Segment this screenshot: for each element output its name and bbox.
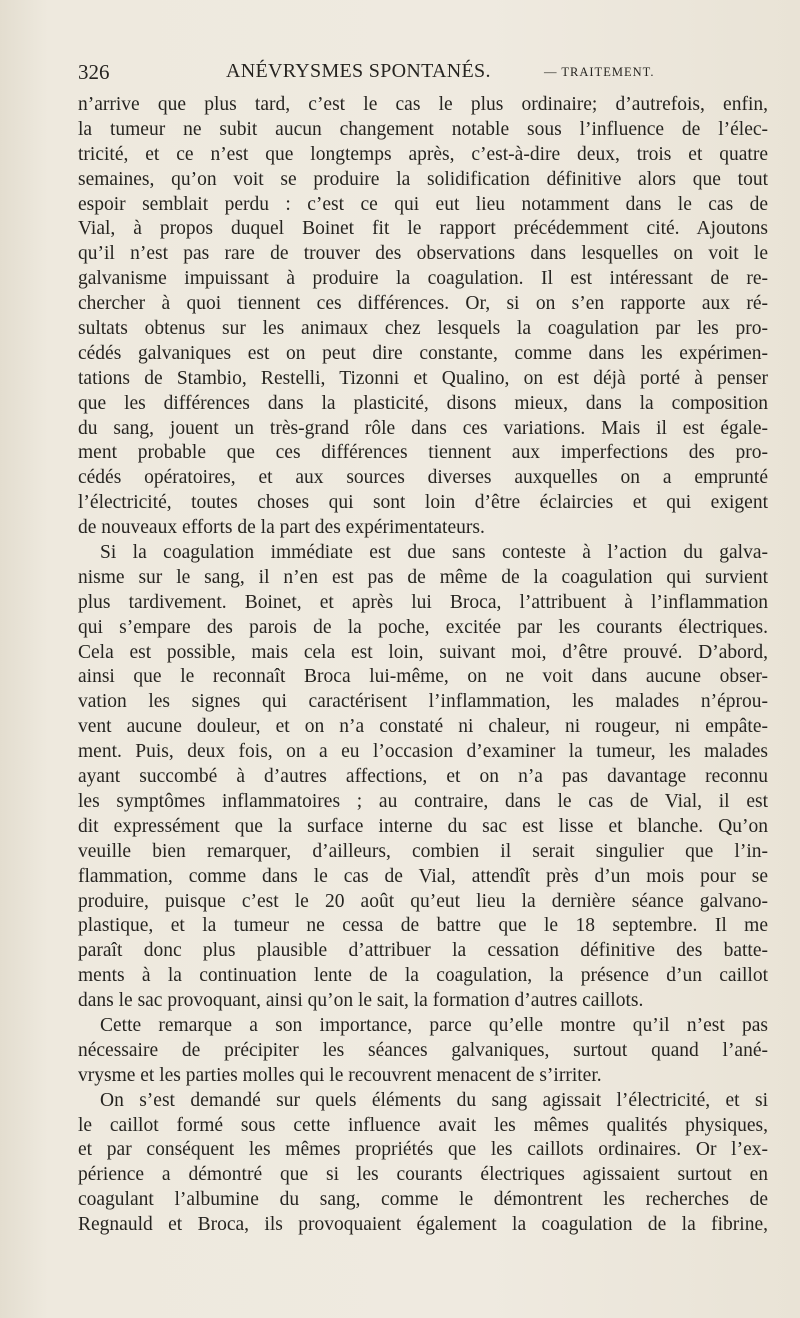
text-line: dit expressément que la surface interne du sac est lisse et blanche. Qu’on xyxy=(78,815,768,837)
text-line: nisme sur le sang, il n’en est pas de même de la coagulation qui survient xyxy=(78,566,768,588)
page-number: 326 xyxy=(78,60,110,84)
text-line: paraît donc plus plausible d’attribuer la cessation définitive des batte- xyxy=(78,940,768,962)
running-title: ANÉVRYSMES SPONTANÉS. xyxy=(226,60,491,82)
text-line: l’électricité, toutes choses qui sont loin d’être éclaircies et qui exigent xyxy=(78,492,768,514)
text-line: veuille bien remarquer, d’ailleurs, combien il serait singulier que l’in- xyxy=(78,840,768,862)
text-line: vent aucune douleur, et on n’a constaté ni chaleur, ni rougeur, ni empâte- xyxy=(78,716,768,738)
text-line: vrysme et les parties molles qui le recouvrent menacent de s’irriter. xyxy=(78,1064,602,1086)
text-line: coagulant l’albumine du sang, comme le démontrent les recherches de xyxy=(78,1189,768,1211)
text-line: chercher à quoi tiennent ces différences. Or, si on s’en rapporte aux ré- xyxy=(78,293,768,315)
text-line: qu’il n’est pas rare de trouver des observations dans lesquelles on voit le xyxy=(78,243,768,265)
text-line: ainsi que le reconnaît Broca lui-même, on ne voit dans aucune obser- xyxy=(78,666,768,688)
text-line: la tumeur ne subit aucun changement notable sous l’influence de l’élec- xyxy=(78,118,768,140)
text-line: tricité, et ce n’est que longtemps après, c’est-à-dire deux, trois et quatre xyxy=(78,143,768,165)
text-line: plastique, et la tumeur ne cessa de battre que le 18 septembre. Il me xyxy=(78,915,768,937)
text-line: cédés galvaniques est on peut dire constante, comme dans les expérimen- xyxy=(78,342,768,364)
text-line: et par conséquent les mêmes propriétés que les caillots ordinaires. Or l’ex- xyxy=(78,1139,768,1161)
text-line: du sang, jouent un très-grand rôle dans ces variations. Mais il est égale- xyxy=(78,417,768,439)
text-line: semaines, qu’on voit se produire la solidification définitive alors que tout xyxy=(78,168,768,190)
text-line: ayant succombé à d’autres affections, et on n’a pas davantage reconnu xyxy=(78,766,768,788)
text-line: cédés opératoires, et aux sources diverses auxquelles on a emprunté xyxy=(78,467,768,489)
text-line: Cela est possible, mais cela est loin, suivant moi, d’être prouvé. D’abord, xyxy=(78,641,768,663)
text-line: le caillot formé sous cette influence avait les mêmes qualités physiques, xyxy=(78,1114,768,1136)
text-line: que les différences dans la plasticité, disons mieux, dans la composition xyxy=(78,392,768,414)
text-line: plus tardivement. Boinet, et après lui Broca, l’attribuent à l’inflammation xyxy=(78,591,768,613)
running-header xyxy=(78,56,768,86)
text-line: ment. Puis, deux fois, on a eu l’occasion d’examiner la tumeur, les malades xyxy=(78,741,768,763)
text-line: nécessaire de précipiter les séances galvaniques, surtout quand l’ané- xyxy=(78,1039,768,1061)
text-line: les symptômes inflammatoires ; au contraire, dans le cas de Vial, il est xyxy=(78,790,768,812)
text-line: qui s’empare des parois de la poche, excitée par les courants électriques. xyxy=(78,616,768,638)
body-text xyxy=(78,93,768,1238)
text-line: ments à la continuation lente de la coagulation, la présence d’un caillot xyxy=(78,965,768,987)
text-line: produire, puisque c’est le 20 août qu’eut lieu la dernière séance galvano- xyxy=(78,890,768,912)
text-line: Si la coagulation immédiate est due sans conteste à l’action du galva- xyxy=(100,542,768,564)
section-title: — TRAITEMENT. xyxy=(544,65,655,79)
text-line: Vial, à propos duquel Boinet fit le rapport précédemment cité. Ajoutons xyxy=(78,218,768,240)
text-line: Cette remarque a son importance, parce qu’elle montre qu’il n’est pas xyxy=(100,1014,768,1036)
text-line: de nouveaux efforts de la part des expérimentateurs. xyxy=(78,517,485,539)
text-line: vation les signes qui caractérisent l’inflammation, les malades n’éprou- xyxy=(78,691,768,713)
text-line: galvanisme impuissant à produire la coagulation. Il est intéressant de re- xyxy=(78,268,768,290)
text-line: périence a démontré que si les courants électriques agissaient surtout en xyxy=(78,1164,768,1186)
text-line: tations de Stambio, Restelli, Tizonni et Qualino, on est déjà porté à penser xyxy=(78,367,768,389)
text-line: On s’est demandé sur quels éléments du sang agissait l’électricité, et si xyxy=(100,1089,768,1111)
text-line: Regnauld et Broca, ils provoquaient également la coagulation de la fibrine, xyxy=(78,1214,768,1236)
text-line: n’arrive que plus tard, c’est le cas le plus ordinaire; d’autrefois, enfin, xyxy=(78,94,768,115)
text-line: espoir semblait perdu : c’est ce qui eut lieu notamment dans le cas de xyxy=(78,193,768,215)
text-line: sultats obtenus sur les animaux chez lesquels la coagulation par les pro- xyxy=(78,318,768,340)
text-line: dans le sac provoquant, ainsi qu’on le sait, la formation d’autres caillots. xyxy=(78,990,644,1012)
text-line: ment probable que ces différences tiennent aux imperfections des pro- xyxy=(78,442,768,464)
text-line: flammation, comme dans le cas de Vial, attendît près d’un mois pour se xyxy=(78,865,768,887)
